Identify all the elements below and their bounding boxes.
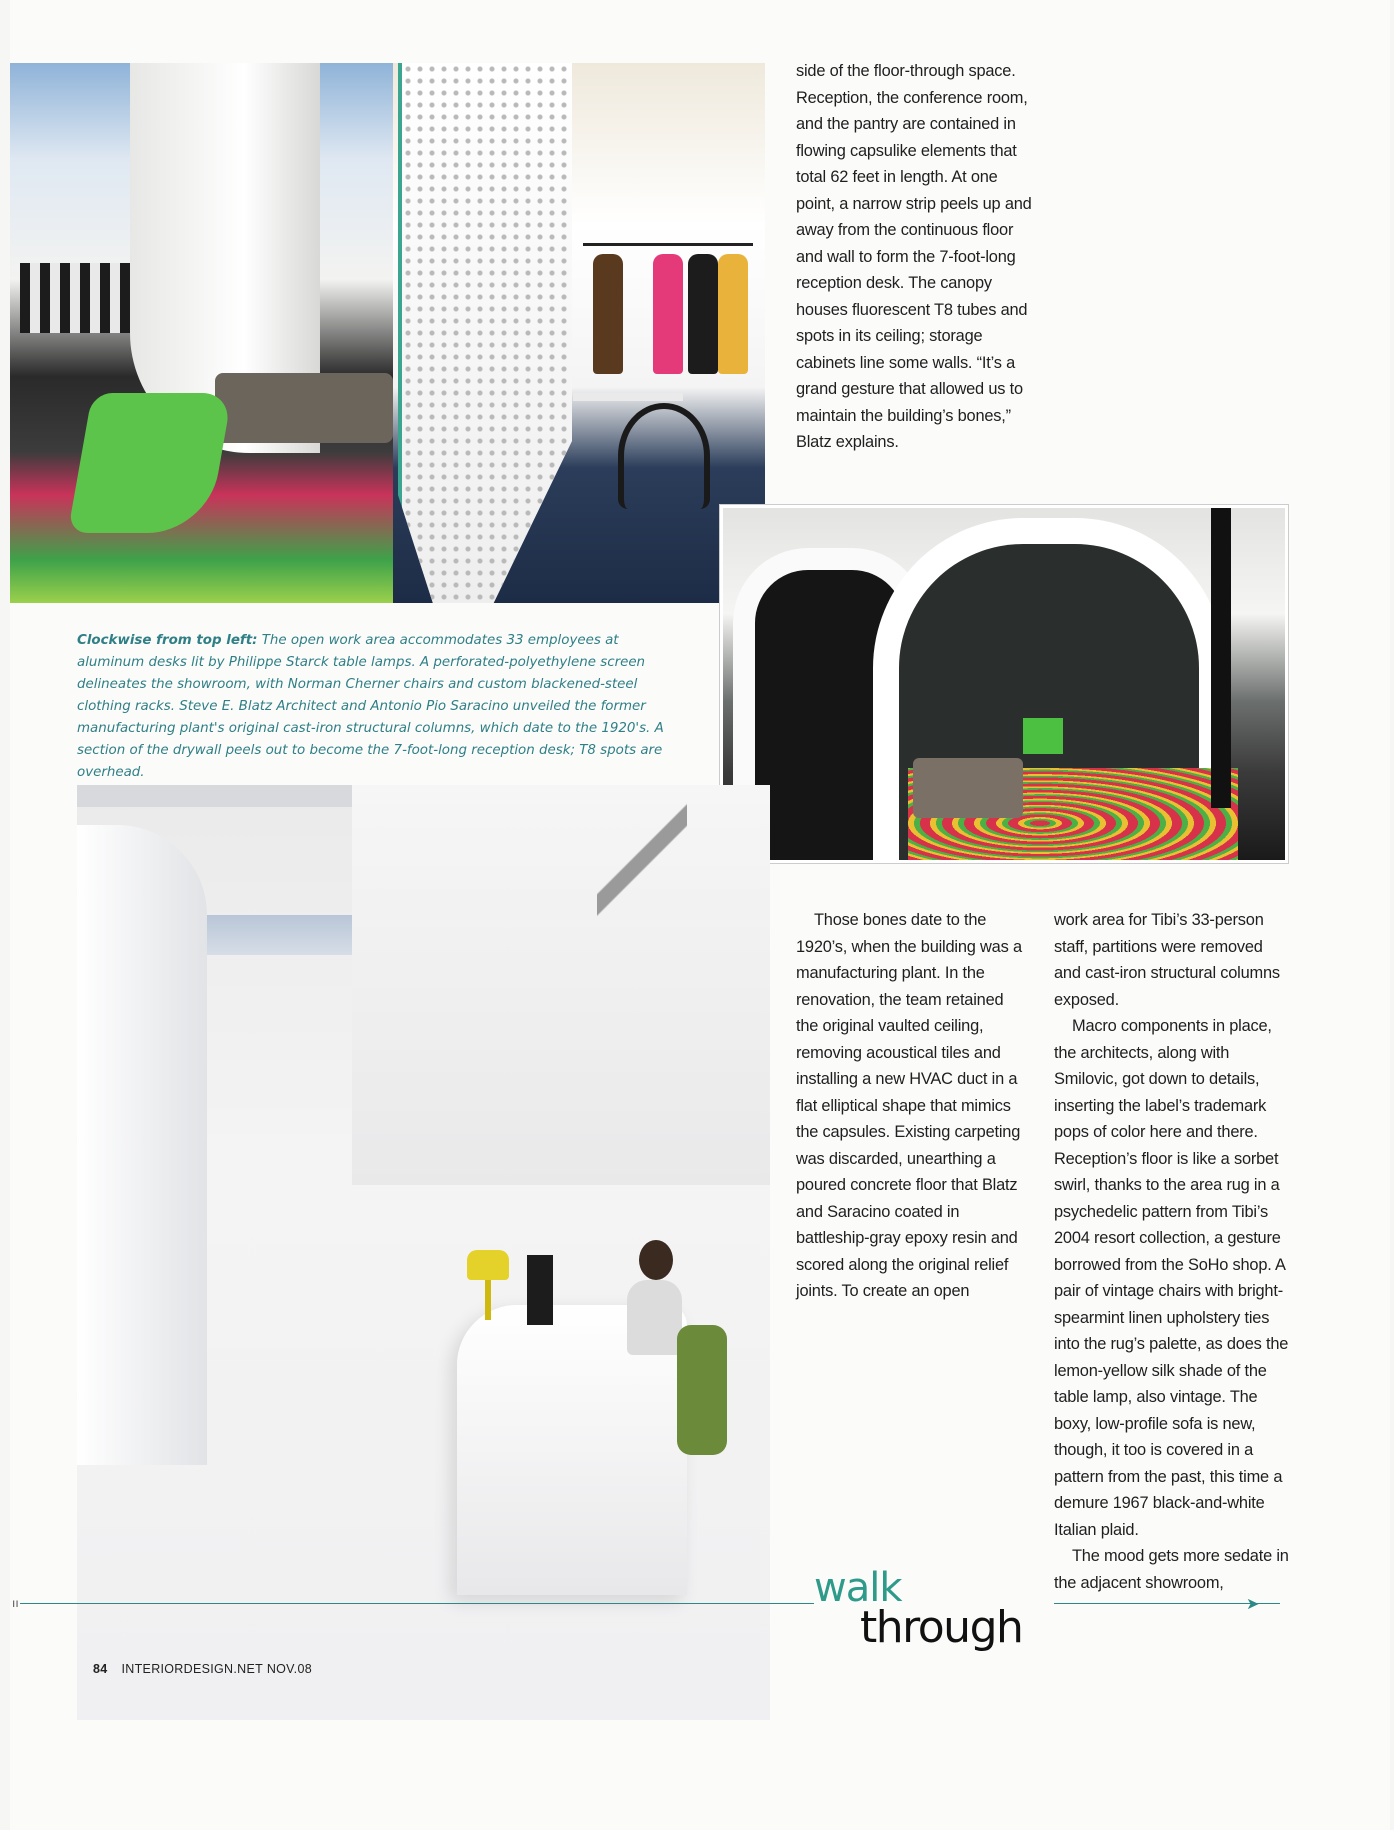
section-label-walk: walk: [814, 1565, 902, 1611]
article-column-top: [796, 58, 1032, 456]
page-folio: [93, 1662, 312, 1676]
section-rule: [20, 1603, 1280, 1604]
article-column-right: [1054, 907, 1290, 1596]
article-paragraph: The mood gets more sedate in the adjacent showroom,: [1054, 1547, 1289, 1592]
article-paragraph: work area for Tibi’s 33-person staff, partitions were removed and cast-iron structural columns exposed.: [1054, 911, 1280, 1009]
caption-lead: Clockwise from top left:: [77, 633, 258, 648]
photo-garment: [653, 254, 683, 374]
page-number: 84: [93, 1662, 108, 1676]
photo-showroom: [393, 63, 765, 603]
photo-curved-wall: [77, 825, 207, 1465]
photo-perforated-screen: [398, 63, 572, 603]
photo-monitor: [527, 1255, 553, 1325]
photo-capsules-reception: [720, 505, 1288, 863]
article-paragraph: Macro components in place, the architects, along with Smilovic, got down to details, inserting the label’s trademark pops of color here and there. Reception’s floor is like a sorbet swirl, thanks to the area rug in a psychedelic pattern from Tibi’s 2004 resort collection, a gesture borrowed from the SoHo shop. A pair of vintage chairs with bright-spearmint linen upholstery ties into the rug’s palette, as does the lemon-yellow silk shade of the table lamp, also vintage. The boxy, low-profile sofa is new, though, it too is covered in a pattern from the past, this time a demure 1967 black-and-white Italian plaid.: [1054, 1017, 1289, 1539]
photo-canopy: [352, 785, 770, 1185]
photo-yellow-lamp: [467, 1250, 507, 1320]
article-paragraph: side of the floor-through space. Reception, the conference room, and the pantry are contained in flowing capsulike elements that total 62 feet in length. At one point, a narrow strip peels up and away from the continuous floor and wall to form the 7-foot-long reception desk. The canopy houses fluorescent T8 tubes and spots in its ceiling; storage cabinets line some walls. “It’s a grand gesture that allowed us to maintain the building’s bones,” Blatz explains.: [796, 62, 1032, 451]
photo-green-chair: [1023, 718, 1063, 754]
photo-green-chair: [68, 393, 233, 533]
photo-clothing-rack: [583, 243, 753, 396]
section-label: [814, 1565, 1054, 1658]
photo-office-chair: [677, 1325, 727, 1455]
caption-text: The open work area accommodates 33 employees at aluminum desks lit by Philippe Starck table lamps. A perforated-polyethylene screen delineates the showroom, with Norman Cherner chairs and custom blackened-steel clothing racks. Steve E. Blatz Architect and Antonio Pio Saracino unveiled the former manufacturing plant's original cast-iron structural columns, which date to the 1920's. A section of the drywall peels out to become the 7-foot-long reception desk; T8 spots are overhead.: [77, 633, 664, 780]
arrow-icon: ➤: [1246, 1594, 1260, 1613]
photo-sofa: [215, 373, 393, 443]
crop-mark: ıı: [12, 1596, 19, 1610]
photo-cast-iron-column: [1211, 508, 1231, 808]
section-label-through: through: [860, 1602, 1023, 1653]
photo-garment: [718, 254, 748, 374]
photo-garment: [688, 254, 718, 374]
photo-reception-desk: [77, 785, 770, 1720]
photo-open-work-area: [10, 63, 393, 603]
article-column-middle: [796, 907, 1028, 1305]
photo-caption: [77, 630, 677, 784]
article-paragraph: Those bones date to the 1920’s, when the building was a manufacturing plant. In the renovation, the team retained the original vaulted ceiling, removing acoustical tiles and installing a new HVAC duct in a flat elliptical shape that mimics the capsules. Existing carpeting was discarded, unearthing a poured concrete floor that Blatz and Saracino coated in battleship-gray epoxy resin and scored along the original relief joints. To create an open: [796, 911, 1022, 1300]
publication-name: INTERIORDESIGN.NET: [121, 1662, 264, 1676]
photo-ottoman: [913, 758, 1023, 818]
issue-date: NOV.08: [266, 1662, 312, 1676]
photo-garment: [593, 254, 623, 374]
photo-track-lights: [597, 785, 687, 935]
photo-cherner-chair: [618, 403, 710, 509]
